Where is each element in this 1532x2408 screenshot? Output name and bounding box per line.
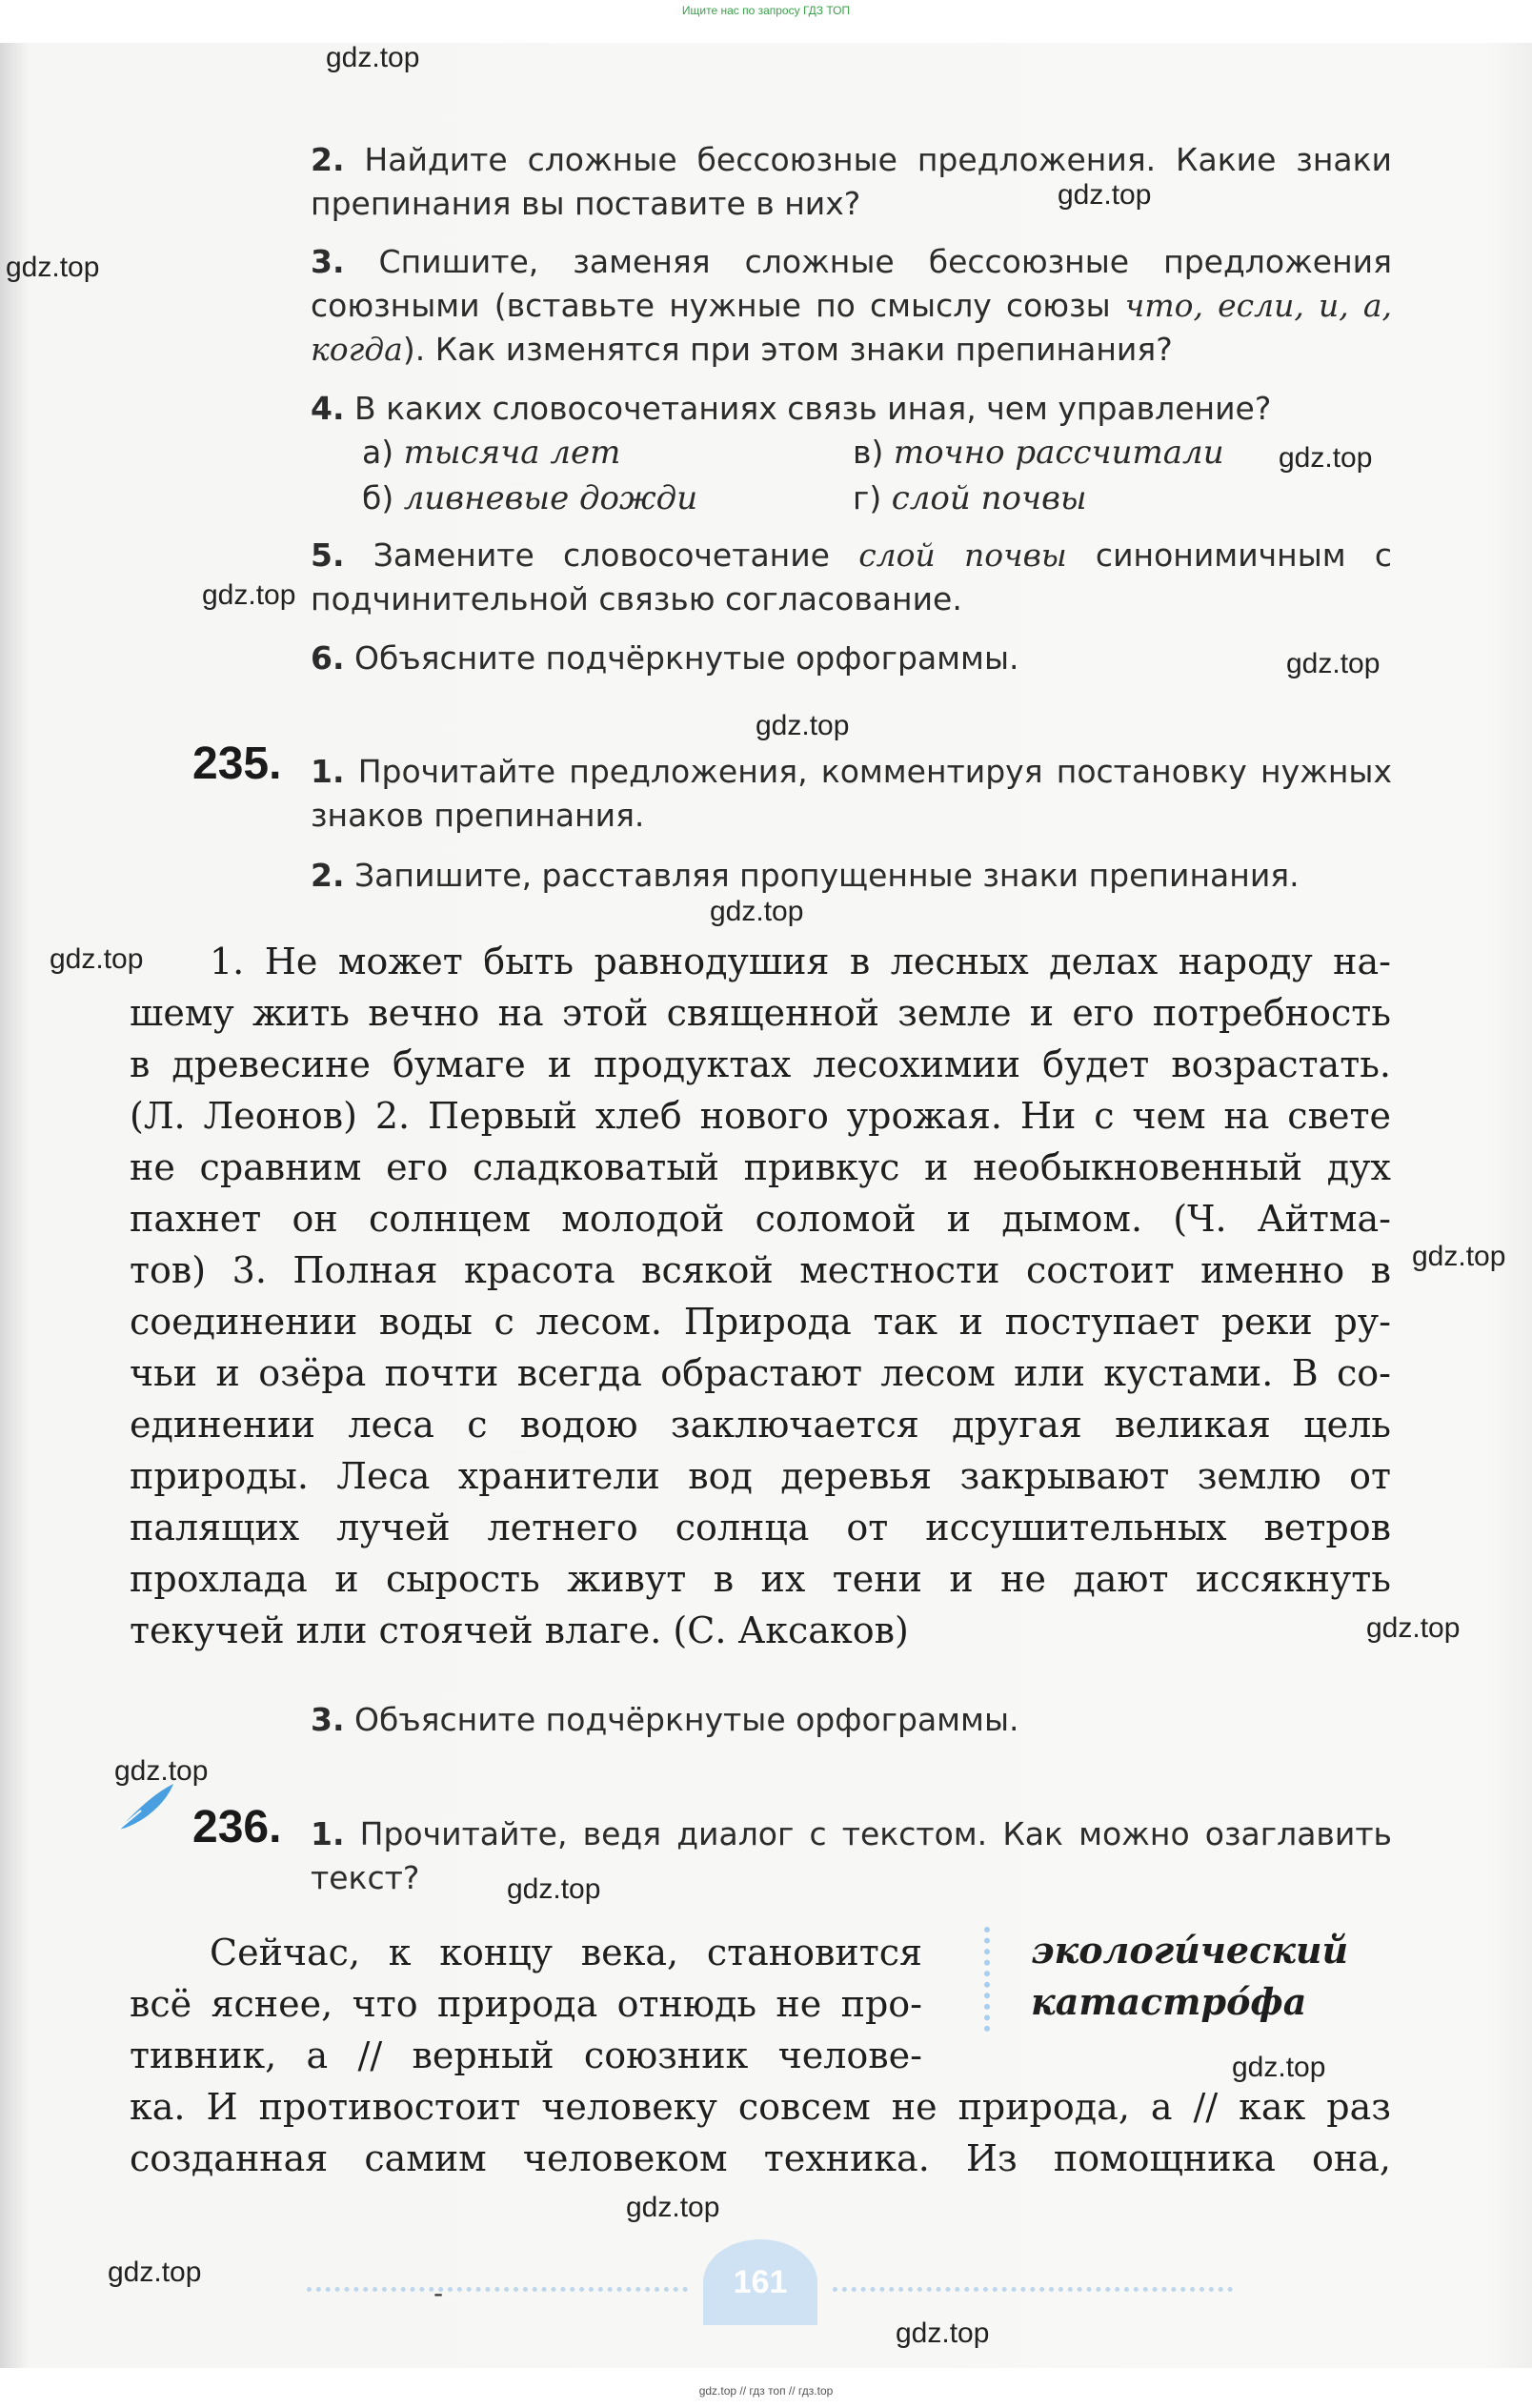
exercise-236-text-wide [130, 2081, 1391, 2184]
ex235-question-1 [311, 750, 1392, 838]
question-text: Объясните подчёркнутые орфограммы. [354, 1701, 1019, 1738]
question-number: 1. [311, 753, 345, 790]
watermark: gdz.top [507, 1873, 601, 1905]
watermark: gdz.top [1058, 179, 1152, 211]
ex236-question-1 [311, 1812, 1392, 1900]
exercise-number: 235. [192, 739, 282, 789]
question-text: Запишите, расставляя пропущенные знаки препинания. [354, 857, 1300, 894]
text-line: тов) 3. Полная красота всякой местности состоит именно в [130, 1249, 1391, 1291]
watermark: gdz.top [326, 42, 420, 73]
phrase: слой почвы [858, 536, 1067, 574]
text-line: в древесине бумаге и продуктах лесохимии будет возрастать. [130, 1043, 1391, 1085]
option-label: г) [853, 479, 882, 516]
option-b [362, 476, 697, 520]
question-text: Прочитайте, ведя диалог с текстом. Как можно озаглавить текст? [311, 1815, 1392, 1896]
text-line: соединении воды с лесом. Природа так и поступает реки ру- [130, 1301, 1391, 1343]
option-label: в) [853, 434, 884, 471]
watermark: gdz.top [1232, 2052, 1326, 2083]
question-text: Найдите сложные бессоюзные предложения. Какие знаки препинания вы поставите в них? [311, 141, 1393, 222]
option-g [853, 476, 1087, 520]
question-2 [311, 138, 1392, 226]
text-line: палящих лучей летнего солнца от иссушительных ветров [130, 1507, 1391, 1548]
text-line: (Л. Леонов) 2. Первый хлеб нового урожая. Ни с чем на свете [130, 1095, 1391, 1137]
watermark: gdz.top [108, 2256, 202, 2288]
dotted-rule-left [307, 2287, 688, 2292]
text-line: не сравним его сладковатый привкус и необыкновенный дух [130, 1146, 1391, 1188]
text-line: шему жить вечно на этой священной земле и его потребность [130, 992, 1391, 1034]
exercise-236-text-narrow [130, 1927, 922, 2081]
question-number: 2. [311, 857, 345, 894]
option-text: тысяча лет [403, 434, 621, 472]
ex235-question-3 [311, 1698, 1392, 1742]
question-text: Замените словосочетание [373, 536, 859, 574]
watermark: gdz.top [896, 2317, 990, 2349]
question-number: 2. [311, 141, 345, 178]
vocab-word: катастро́фа [1031, 1980, 1307, 2023]
exercise-235-text [130, 936, 1391, 1656]
watermark: gdz.top [626, 2192, 720, 2223]
question-text: Спишите, заменяя сложные бессоюзные предложения союзными (вставьте нужные по смыслу союзы [311, 243, 1392, 324]
text-line: 1. Не может быть равнодушия в лесных делах народу на- [210, 941, 1391, 982]
text-line: тивник, а // верный союзник челове- [130, 2034, 922, 2076]
question-5 [311, 534, 1392, 621]
watermark: gdz.top [1412, 1241, 1506, 1272]
text-line: всё яснее, что природа отнюдь не про- [130, 1983, 922, 2025]
vocabulary-box [1031, 1925, 1348, 2028]
option-text: ливневые дожди [403, 479, 698, 517]
exercise-number: 236. [192, 1802, 282, 1852]
question-number: 3. [311, 243, 345, 280]
question-number: 4. [311, 390, 345, 427]
option-label: а) [362, 434, 394, 471]
text-line: природы. Леса хранители вод деревья закрывают землю от [130, 1455, 1391, 1497]
question-number: 3. [311, 1701, 345, 1738]
ex235-question-2 [311, 854, 1392, 898]
dotted-rule-right [833, 2287, 1233, 2292]
watermark: gdz.top [1286, 648, 1381, 679]
option-text: точно рассчитали [893, 434, 1224, 472]
top-note: Ищите нас по запросу ГДЗ ТОП [681, 4, 851, 17]
question-3 [311, 240, 1392, 372]
watermark: gdz.top [710, 896, 804, 927]
watermark: gdz.top [114, 1755, 209, 1787]
watermark: gdz.top [6, 252, 100, 283]
question-number: 5. [311, 536, 345, 574]
question-text: Прочитайте предложения, комментируя постановку нужных знаков препинания. [311, 753, 1392, 834]
conjunctions-list: что, если, и, а, когда [311, 287, 1393, 368]
text-line: Сейчас, к концу века, становится [210, 1932, 922, 1973]
margin-dotted-rule [984, 1927, 990, 2032]
option-label: б) [362, 479, 394, 516]
option-text: слой почвы [891, 479, 1087, 517]
question-text: Объясните подчёркнутые орфограммы. [354, 639, 1019, 677]
footer-note: gdz.top // гдз топ // гдз.top [698, 2384, 834, 2398]
watermark: gdz.top [202, 579, 296, 611]
watermark: gdz.top [1279, 442, 1373, 474]
text-line: ка. И противостоит человеку совсем не природа, а // как раз [130, 2086, 1391, 2128]
pen-icon [112, 1778, 179, 1835]
text-line: прохлада и сырость живут в их тени и не дают иссякнуть [130, 1558, 1391, 1600]
question-text: В каких словосочетаниях связь иная, чем управление? [354, 390, 1272, 427]
question-number: 6. [311, 639, 345, 677]
option-v [853, 431, 1224, 475]
watermark: gdz.top [756, 710, 850, 741]
text-line: единении леса с водою заключается другая великая цель [130, 1404, 1391, 1446]
text-line: пахнет он солнцем молодой соломой и дымом. (Ч. Айтма- [130, 1198, 1391, 1240]
text-line: созданная самим человеком техника. Из помощника она, [130, 2137, 1391, 2179]
page-number: 161 [703, 2239, 817, 2325]
question-text: синонимичным с подчинительной связью согласование. [311, 536, 1393, 617]
stray-mark: - [433, 2277, 444, 2309]
option-a [362, 431, 620, 475]
vocab-word: экологи́ческий [1031, 1929, 1349, 1972]
watermark: gdz.top [50, 943, 144, 975]
question-6 [311, 637, 1392, 680]
question-text: ). Как изменятся при этом знаки препинания? [402, 331, 1173, 368]
text-line: чьи и озёра почти всегда обрастают лесом или кустами. В со- [130, 1352, 1391, 1394]
question-number: 1. [311, 1815, 345, 1852]
watermark: gdz.top [1366, 1612, 1461, 1644]
question-4 [311, 387, 1392, 431]
text-line: текучей или стоячей влаге. (С. Аксаков) [130, 1609, 909, 1651]
